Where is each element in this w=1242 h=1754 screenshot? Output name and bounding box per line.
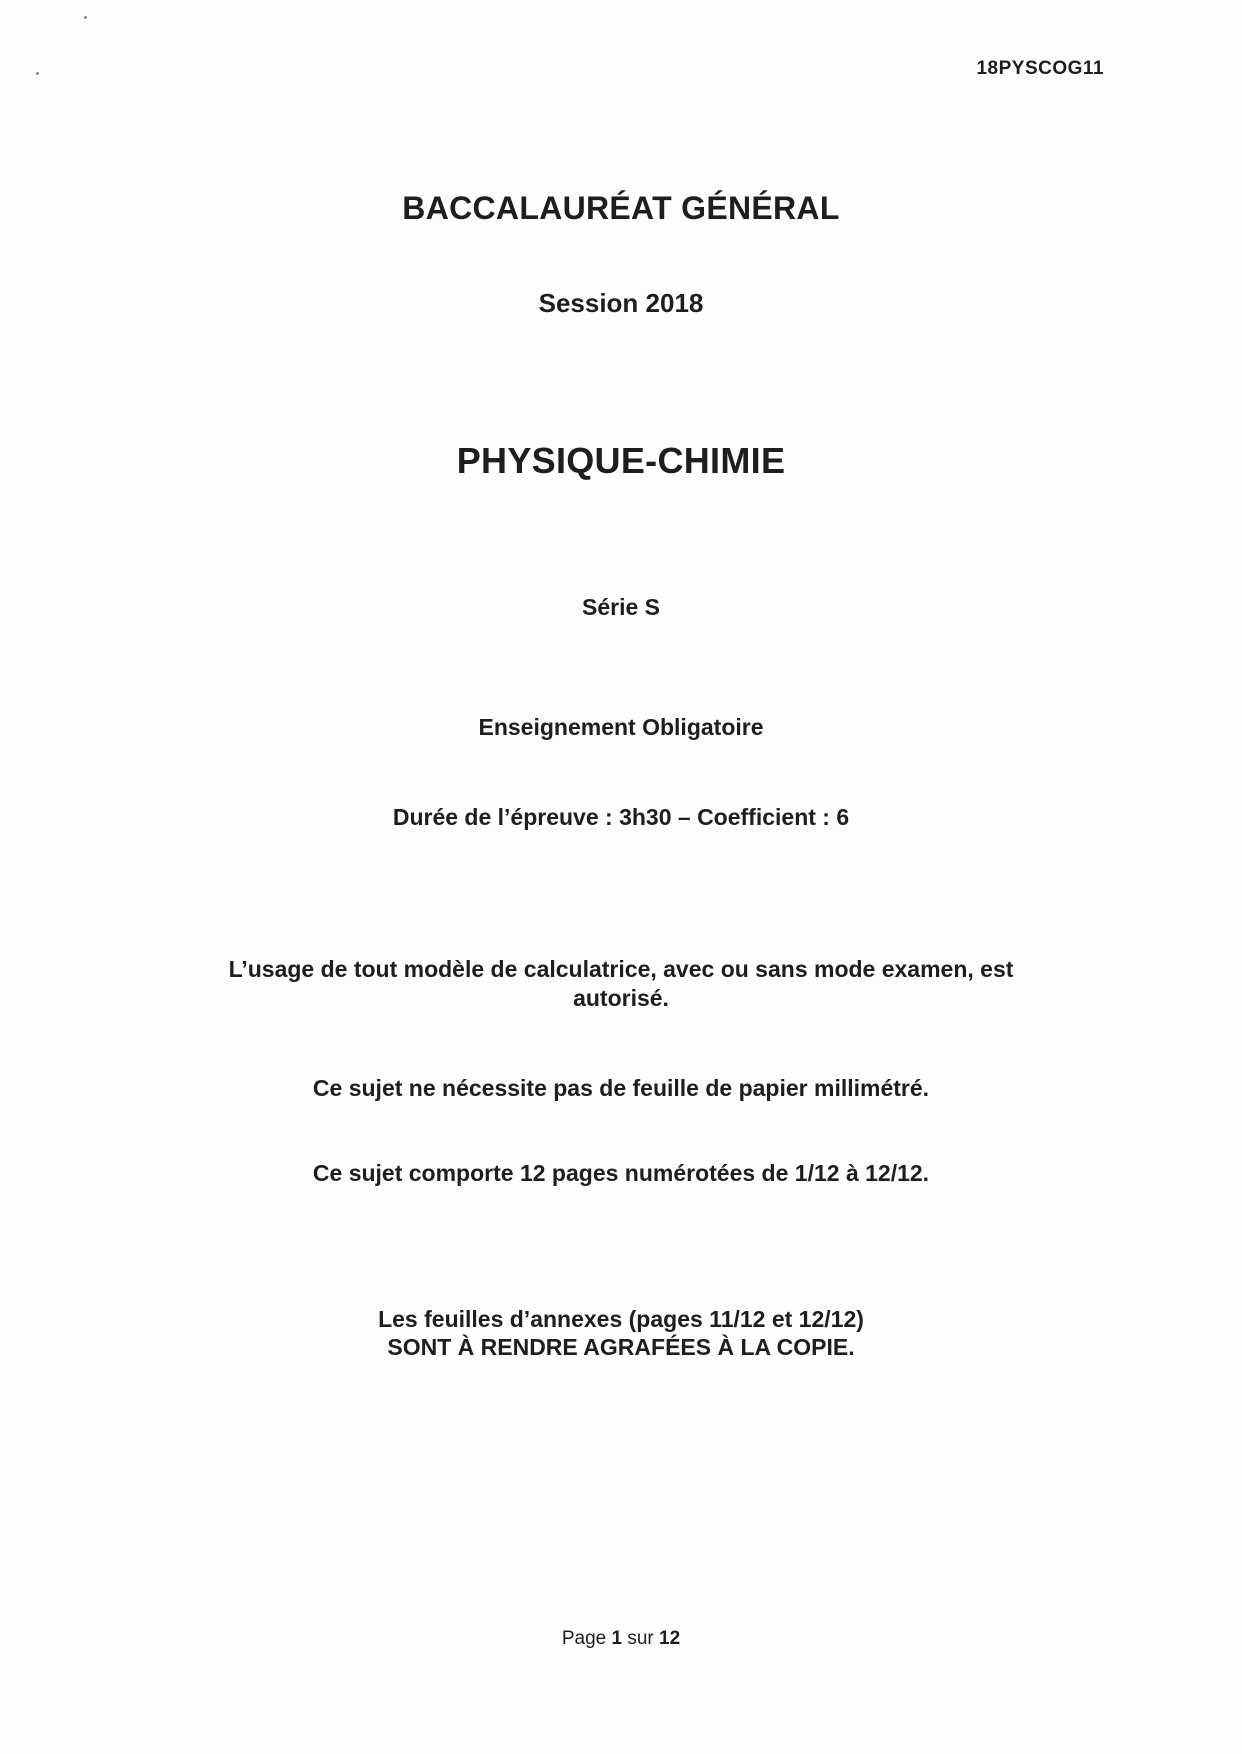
page-footer bbox=[0, 1628, 1242, 1650]
subject-code: 18PYSCOG11 bbox=[976, 58, 1104, 79]
annexes-notice-line2: SONT À RENDRE AGRAFÉES À LA COPIE. bbox=[387, 1334, 855, 1360]
page-prefix: Page bbox=[561, 1628, 612, 1649]
graph-paper-notice: Ce sujet ne nécessite pas de feuille de papier millimétré. bbox=[312, 1075, 930, 1101]
calculator-notice-line2: autorisé. bbox=[573, 985, 669, 1011]
annexes-notice bbox=[0, 1305, 1242, 1361]
page-middle: sur bbox=[622, 1628, 660, 1649]
page-count-notice: Ce sujet comporte 12 pages numérotées de 1/12 à 12/12. bbox=[312, 1160, 930, 1186]
exam-title: BACCALAURÉAT GÉNÉRAL bbox=[402, 190, 840, 226]
scan-speck bbox=[84, 16, 87, 19]
session-label: Session 2018 bbox=[538, 288, 704, 318]
subject-title: PHYSIQUE-CHIMIE bbox=[456, 440, 786, 481]
enseignement-label: Enseignement Obligatoire bbox=[478, 714, 764, 740]
calculator-notice bbox=[0, 955, 1242, 1013]
annexes-notice-line1: Les feuilles d’annexes (pages 11/12 et 12/12) bbox=[378, 1306, 864, 1332]
scan-speck bbox=[36, 72, 39, 75]
page-current: 1 bbox=[611, 1628, 623, 1649]
duration-coefficient: Durée de l’épreuve : 3h30 – Coefficient : 6 bbox=[392, 804, 850, 830]
serie-label: Série S bbox=[582, 594, 660, 620]
page-total: 12 bbox=[659, 1628, 681, 1649]
calculator-notice-line1: L’usage de tout modèle de calculatrice, avec ou sans mode examen, est bbox=[228, 956, 1014, 982]
